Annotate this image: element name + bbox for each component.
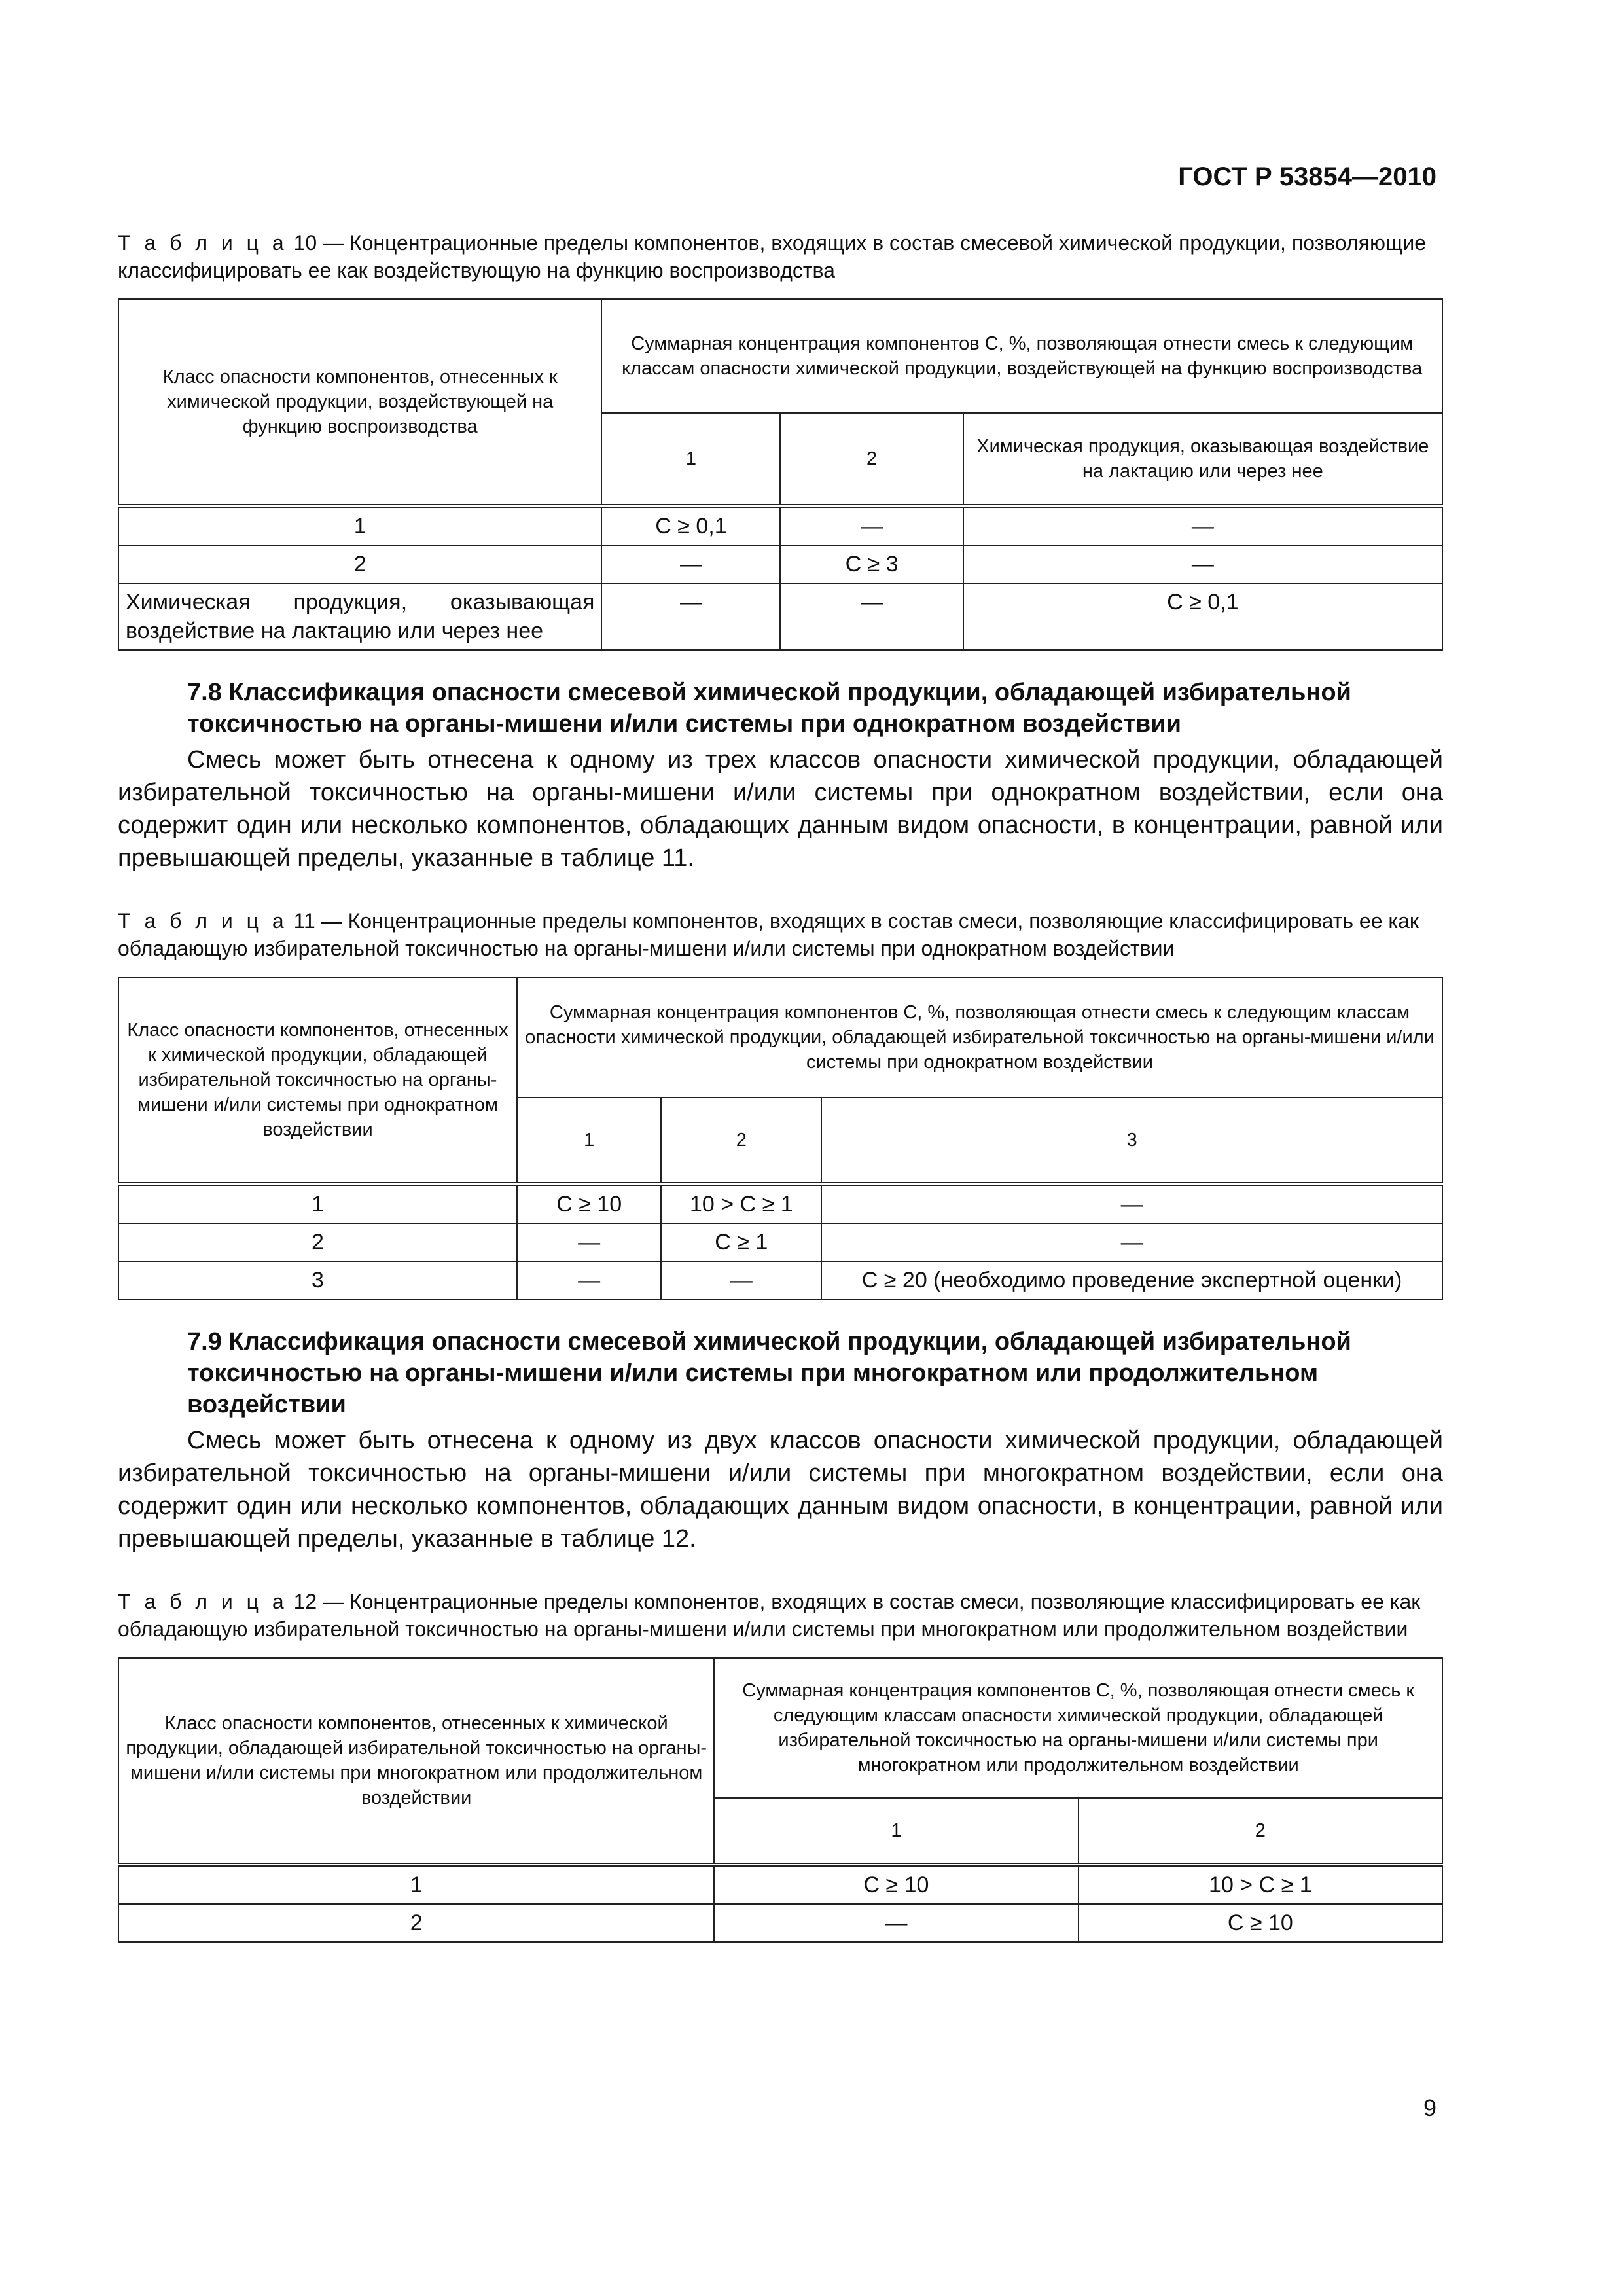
table10-caption-text: 10 — Концентрационные пределы компонентов, входящих в состав смесевой химической продукции, позволяющие классифицировать ее как воздействующую на функцию воспроизводства <box>118 231 1426 282</box>
table-cell: 1 <box>118 1865 714 1904</box>
page-content <box>118 229 1443 1969</box>
table-11 <box>118 977 1443 1300</box>
table-row <box>118 1184 1442 1223</box>
table11-header-class: Класс опасности компонентов, отнесенных к химической продукции, обладающей избирательной токсичностью на органы-мишени и/или системы при однократном воздействии <box>118 977 517 1184</box>
table12-subheader-2: 2 <box>1079 1798 1442 1865</box>
table12-header-concentration: Суммарная концентрация компонентов С, %, позволяющая отнести смесь к следующим классам опасности химической продукции, обладающей избирательной токсичностью на органы-мишени и/или системы при многократном или продолжительном воздействии <box>714 1658 1442 1798</box>
table-cell: — <box>780 583 963 650</box>
table10-subheader-2: 2 <box>780 413 963 506</box>
table10-header-concentration: Суммарная концентрация компонентов С, %, позволяющая отнести смесь к следующим классам опасности химической продукции, воздействующей на функцию воспроизводства <box>601 299 1442 413</box>
table11-subheader-3: 3 <box>821 1098 1442 1184</box>
table-cell: С ≥ 3 <box>780 545 963 583</box>
table-cell: С ≥ 0,1 <box>601 506 780 545</box>
table11-subheader-1: 1 <box>517 1098 662 1184</box>
table-cell: 2 <box>118 1223 517 1261</box>
table12-subheader-1: 1 <box>714 1798 1078 1865</box>
section-7-9-paragraph: Смесь может быть отнесена к одному из двух классов опасности химической продукции, обладающей избирательной токсичностью на органы-мишени и/или системы при многократном воздействии, если она содержит один или несколько компонентов, обладающих данным видом опасности, в концентрации, равной или превышающей пределы, указанные в таблице 12. <box>118 1427 1443 1552</box>
table10-subheader-1: 1 <box>601 413 780 506</box>
table-cell: — <box>963 506 1442 545</box>
table-cell: — <box>780 506 963 545</box>
table-12 <box>118 1657 1443 1943</box>
table-cell: — <box>821 1184 1442 1223</box>
table-cell: 3 <box>118 1261 517 1299</box>
table-cell: 10 > С ≥ 1 <box>661 1184 821 1223</box>
table-cell: — <box>661 1261 821 1299</box>
table-cell: 1 <box>118 1184 517 1223</box>
table-row <box>118 1223 1442 1261</box>
table-cell: 2 <box>118 1904 714 1942</box>
table-10 <box>118 298 1443 651</box>
table-cell: С ≥ 10 <box>517 1184 662 1223</box>
table-row <box>118 1865 1442 1904</box>
table10-header-class: Класс опасности компонентов, отнесенных к химической продукции, воздействующей на функцию воспроизводства <box>118 299 601 506</box>
table-cell: — <box>601 545 780 583</box>
table10-caption <box>118 229 1443 284</box>
page-number: 9 <box>1423 2094 1436 2121</box>
table11-caption <box>118 907 1443 962</box>
table-row <box>118 545 1442 583</box>
table11-caption-text: 11 — Концентрационные пределы компонентов, входящих в состав смеси, позволяющие классифицировать ее как обладающую избирательной токсичностью на органы-мишени и/или системы при однократном воздействии <box>118 909 1419 960</box>
table12-header-class: Класс опасности компонентов, отнесенных к химической продукции, обладающей избирательной токсичностью на органы-мишени и/или системы при многократном или продолжительном воздействии <box>118 1658 714 1865</box>
table12-caption-label: Т а б л и ц а <box>118 1590 288 1613</box>
table-cell: — <box>517 1261 662 1299</box>
section-7-8-heading: 7.8 Классификация опасности смесевой химической продукции, обладающей избирательной токсичностью на органы-мишени и/или системы при однократном воздействии <box>187 679 1351 738</box>
table-cell: С ≥ 20 (необходимо проведение экспертной оценки) <box>821 1261 1442 1299</box>
section-7-8-paragraph: Смесь может быть отнесена к одному из трех классов опасности химической продукции, обладающей избирательной токсичностью на органы-мишени и/или системы при однократном воздействии, если она содержит один или несколько компонентов, обладающих данным видом опасности, в концентрации, равной или превышающей пределы, указанные в таблице 11. <box>118 746 1443 872</box>
table-cell: — <box>963 545 1442 583</box>
table-cell: — <box>821 1223 1442 1261</box>
table-cell: — <box>517 1223 662 1261</box>
table12-caption-text: 12 — Концентрационные пределы компонентов, входящих в состав смеси, позволяющие классифицировать ее как обладающую избирательной токсичностью на органы-мишени и/или системы при многократном или продолжительном воздействии <box>118 1590 1421 1641</box>
table11-header-concentration: Суммарная концентрация компонентов С, %, позволяющая отнести смесь к следующим классам опасности химической продукции, обладающей избирательной токсичностью на органы-мишени и/или системы при однократном воздействии <box>517 977 1442 1098</box>
table-cell: С ≥ 1 <box>661 1223 821 1261</box>
table-cell: 10 > С ≥ 1 <box>1079 1865 1442 1904</box>
table10-subheader-lactation: Химическая продукция, оказывающая воздействие на лактацию или через нее <box>963 413 1442 506</box>
table11-caption-label: Т а б л и ц а <box>118 909 288 933</box>
table-cell: 1 <box>118 506 601 545</box>
table-cell: 2 <box>118 545 601 583</box>
table12-caption <box>118 1588 1443 1643</box>
table10-caption-label: Т а б л и ц а <box>118 231 288 255</box>
table-row <box>118 1904 1442 1942</box>
table-row <box>118 1261 1442 1299</box>
table-row <box>118 506 1442 545</box>
table-row <box>118 583 1442 650</box>
table-cell: — <box>601 583 780 650</box>
table11-subheader-2: 2 <box>661 1098 821 1184</box>
table-cell: — <box>714 1904 1078 1942</box>
table-cell: С ≥ 10 <box>1079 1904 1442 1942</box>
table-cell: С ≥ 10 <box>714 1865 1078 1904</box>
table-cell: С ≥ 0,1 <box>963 583 1442 650</box>
standard-designation: ГОСТ Р 53854—2010 <box>1178 162 1436 191</box>
section-7-9-heading: 7.9 Классификация опасности смесевой химической продукции, обладающей избирательной токсичностью на органы-мишени и/или системы при многократном или продолжительном воздействии <box>187 1328 1351 1418</box>
table-cell: Химическая продукция, оказывающая воздействие на лактацию или через нее <box>118 583 601 650</box>
